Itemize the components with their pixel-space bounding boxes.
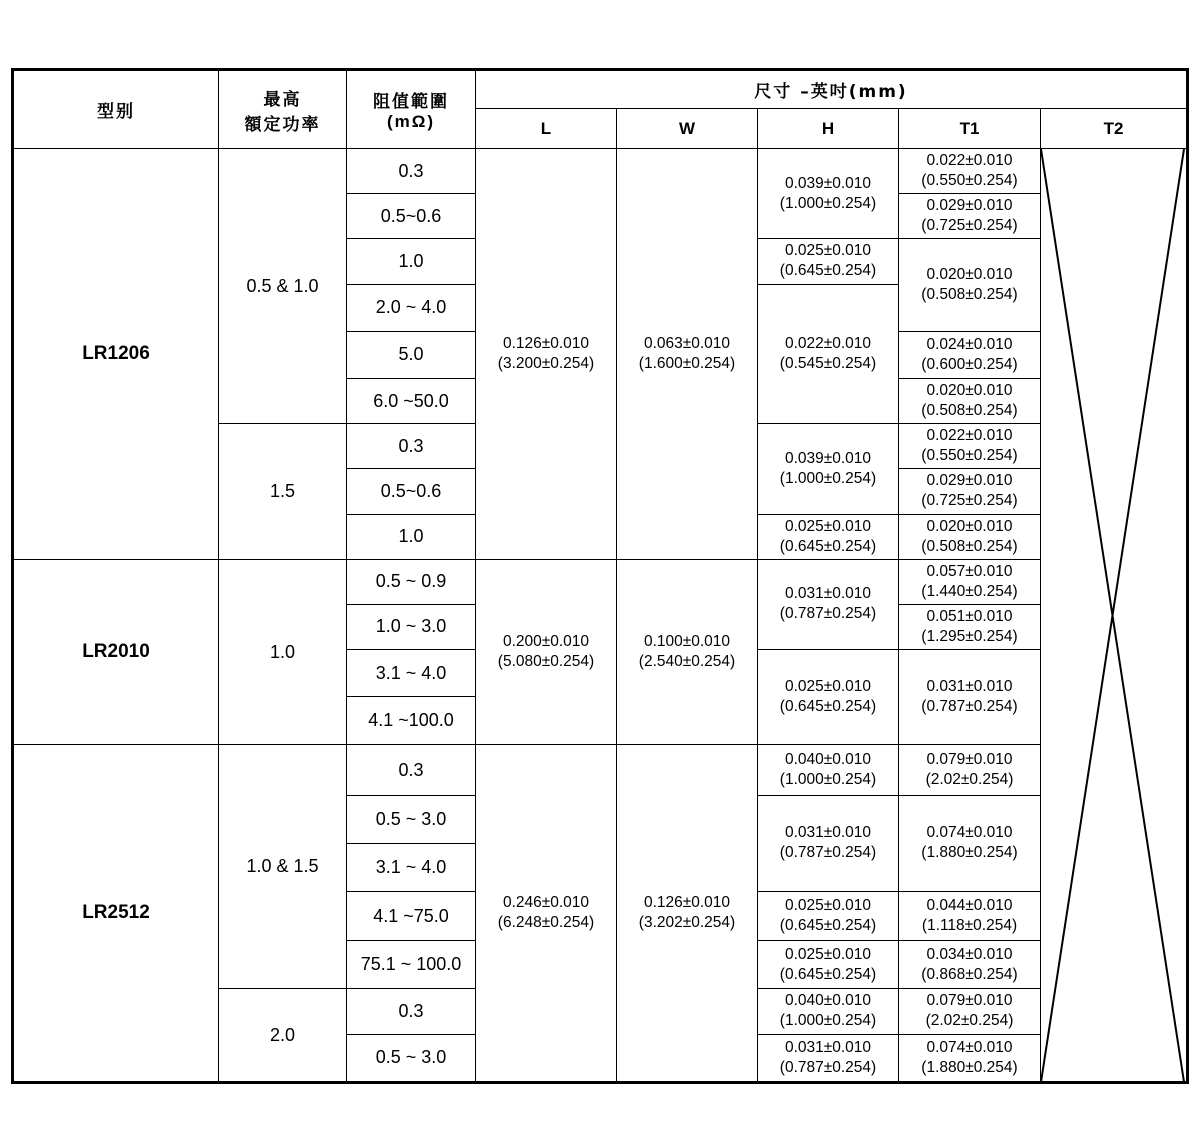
dim-W-cell: 0.100±0.010 (2.540±0.254) (617, 559, 758, 745)
dim-L-cell: 0.126±0.010 (3.200±0.254) (476, 149, 617, 560)
header-T2: T2 (1041, 109, 1188, 149)
header-W: W (617, 109, 758, 149)
dim-L-cell: 0.246±0.010 (6.248±0.254) (476, 745, 617, 1083)
dim-H-cell: 0.025±0.010 (0.645±0.254) (758, 941, 899, 989)
power-cell: 2.0 (219, 989, 347, 1083)
power-cell: 1.5 (219, 424, 347, 560)
header-T1: T1 (899, 109, 1041, 149)
power-cell: 0.5 & 1.0 (219, 149, 347, 424)
resistance-cell: 0.5~0.6 (347, 469, 476, 514)
dim-H-cell: 0.040±0.010 (1.000±0.254) (758, 745, 899, 795)
resistor-dimension-table (11, 68, 1189, 1084)
dim-T1-cell: 0.029±0.010 (0.725±0.254) (899, 194, 1041, 239)
dim-T1-cell: 0.031±0.010 (0.787±0.254) (899, 650, 1041, 745)
dim-T1-cell: 0.020±0.010 (0.508±0.254) (899, 378, 1041, 423)
dim-T1-cell: 0.020±0.010 (0.508±0.254) (899, 239, 1041, 331)
dim-H-cell: 0.025±0.010 (0.645±0.254) (758, 650, 899, 745)
header-model: 型别 (13, 70, 219, 149)
dim-T1-cell: 0.044±0.010 (1.118±0.254) (899, 892, 1041, 941)
dim-L-cell: 0.200±0.010 (5.080±0.254) (476, 559, 617, 745)
resistance-cell: 1.0 ~ 3.0 (347, 604, 476, 649)
spec-table-wrapper (11, 68, 1186, 1084)
resistance-cell: 1.0 (347, 514, 476, 559)
resistance-cell: 0.3 (347, 989, 476, 1034)
dim-T1-cell: 0.074±0.010 (1.880±0.254) (899, 795, 1041, 891)
header-power-line1: 最高 (263, 89, 302, 110)
dim-T1-cell: 0.057±0.010 (1.440±0.254) (899, 559, 1041, 604)
dim-H-cell: 0.031±0.010 (0.787±0.254) (758, 559, 899, 649)
header-res-line2: (mΩ) (386, 112, 436, 131)
t2-crossed-cell (1041, 149, 1188, 1083)
dim-T1-cell: 0.051±0.010 (1.295±0.254) (899, 604, 1041, 649)
dim-H-cell: 0.022±0.010 (0.545±0.254) (758, 284, 899, 424)
dim-H-cell: 0.039±0.010 (1.000±0.254) (758, 424, 899, 514)
dim-W-cell: 0.063±0.010 (1.600±0.254) (617, 149, 758, 560)
resistance-cell: 4.1 ~100.0 (347, 697, 476, 745)
resistance-cell: 0.5~0.6 (347, 194, 476, 239)
model-cell-lr2512: LR2512 (13, 745, 219, 1083)
resistance-cell: 0.5 ~ 3.0 (347, 795, 476, 843)
resistance-cell: 0.5 ~ 0.9 (347, 559, 476, 604)
dim-T1-cell: 0.079±0.010 (2.02±0.254) (899, 989, 1041, 1034)
header-H: H (758, 109, 899, 149)
dim-H-cell: 0.025±0.010 (0.645±0.254) (758, 239, 899, 284)
dim-T1-cell: 0.020±0.010 (0.508±0.254) (899, 514, 1041, 559)
dim-T1-cell: 0.029±0.010 (0.725±0.254) (899, 469, 1041, 514)
header-L: L (476, 109, 617, 149)
resistance-cell: 0.3 (347, 745, 476, 795)
resistance-cell: 0.5 ~ 3.0 (347, 1034, 476, 1082)
resistance-cell: 75.1 ~ 100.0 (347, 941, 476, 989)
resistance-cell: 0.3 (347, 149, 476, 194)
power-cell: 1.0 & 1.5 (219, 745, 347, 989)
resistance-cell: 0.3 (347, 424, 476, 469)
dim-T1-cell: 0.022±0.010 (0.550±0.254) (899, 424, 1041, 469)
dim-T1-cell: 0.022±0.010 (0.550±0.254) (899, 149, 1041, 194)
dim-H-cell: 0.040±0.010 (1.000±0.254) (758, 989, 899, 1034)
model-cell-lr2010: LR2010 (13, 559, 219, 745)
dim-H-cell: 0.031±0.010 (0.787±0.254) (758, 795, 899, 891)
dim-T1-cell: 0.024±0.010 (0.600±0.254) (899, 331, 1041, 378)
model-cell-lr1206: LR1206 (13, 149, 219, 560)
resistance-cell: 5.0 (347, 331, 476, 378)
resistance-cell: 6.0 ~50.0 (347, 378, 476, 423)
dim-H-cell: 0.025±0.010 (0.645±0.254) (758, 892, 899, 941)
dim-T1-cell: 0.079±0.010 (2.02±0.254) (899, 745, 1041, 795)
dim-T1-cell: 0.034±0.010 (0.868±0.254) (899, 941, 1041, 989)
power-cell: 1.0 (219, 559, 347, 745)
dim-H-cell: 0.039±0.010 (1.000±0.254) (758, 149, 899, 239)
dim-T1-cell: 0.074±0.010 (1.880±0.254) (899, 1034, 1041, 1082)
resistance-cell: 4.1 ~75.0 (347, 892, 476, 941)
resistance-cell: 2.0 ~ 4.0 (347, 284, 476, 331)
header-res-line1: 阻值範圍 (373, 92, 449, 112)
resistance-cell: 1.0 (347, 239, 476, 284)
header-resistance-range (347, 70, 476, 149)
resistance-cell: 3.1 ~ 4.0 (347, 843, 476, 891)
dim-H-cell: 0.025±0.010 (0.645±0.254) (758, 514, 899, 559)
header-max-power (219, 70, 347, 149)
header-dimensions: 尺寸 –英吋(mm) (476, 70, 1188, 109)
dim-H-cell: 0.031±0.010 (0.787±0.254) (758, 1034, 899, 1082)
dim-W-cell: 0.126±0.010 (3.202±0.254) (617, 745, 758, 1083)
header-power-line2: 額定功率 (244, 114, 321, 135)
resistance-cell: 3.1 ~ 4.0 (347, 650, 476, 697)
